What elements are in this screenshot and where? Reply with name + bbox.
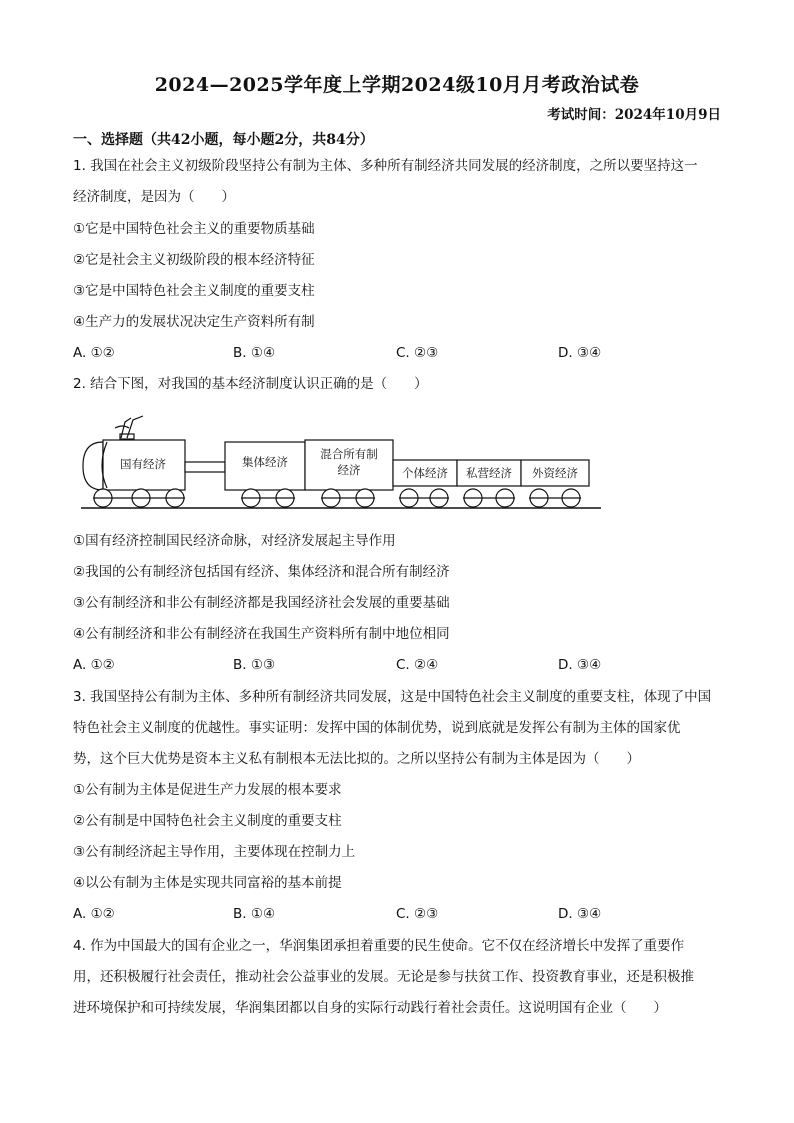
car-label-state: 国有经济 <box>120 457 166 471</box>
q3-stem-line-1: 3. 我国坚持公有制为主体、多种所有制经济共同发展，这是中国特色社会主义制度的重要支柱，体现了中国 <box>73 689 712 705</box>
q3-option-a[interactable]: A. ①② <box>73 906 115 922</box>
q2-statement-2: ②我国的公有制经济包括国有经济、集体经济和混合所有制经济 <box>73 564 450 580</box>
q2-statement-3: ③公有制经济和非公有制经济都是我国经济社会发展的重要基础 <box>73 595 450 611</box>
exam-title: 2024—2025学年度上学期2024级10月月考政治试卷 <box>154 74 640 96</box>
q3-statement-4: ④以公有制为主体是实现共同富裕的基本前提 <box>73 875 342 891</box>
q1-statement-3: ③它是中国特色社会主义制度的重要支柱 <box>73 283 315 299</box>
q4-stem-line-2: 用，还积极履行社会责任，推动社会公益事业的发展。无论是参与扶贫工作、投资教育事业，还是积极推 <box>73 969 694 985</box>
section-heading: 一、选择题（共42小题，每小题2分，共84分） <box>73 132 374 148</box>
q1-stem-line-1: 1. 我国在社会主义初级阶段坚持公有制为主体、多种所有制经济共同发展的经济制度，之所以要坚持这一 <box>73 158 698 174</box>
car-label-mixed-2: 经济 <box>337 463 361 477</box>
q1-option-a[interactable]: A. ①② <box>73 345 115 361</box>
q2-option-a[interactable]: A. ①② <box>73 657 115 673</box>
q2-stem-line-1: 2. 结合下图，对我国的基本经济制度认识正确的是（ ） <box>73 376 428 392</box>
q1-statement-4: ④生产力的发展状况决定生产资料所有制 <box>73 314 315 330</box>
q3-statement-2: ②公有制是中国特色社会主义制度的重要支柱 <box>73 813 342 829</box>
q2-statement-4: ④公有制经济和非公有制经济在我国生产资料所有制中地位相同 <box>73 626 450 642</box>
q2-statement-1: ①国有经济控制国民经济命脉，对经济发展起主导作用 <box>73 533 396 549</box>
train-coupler <box>185 462 225 472</box>
q1-stem-line-2: 经济制度，是因为（ ） <box>73 189 235 205</box>
exam-time: 考试时间：2024年10月9日 <box>547 107 721 123</box>
car-label-individual: 个体经济 <box>402 466 448 480</box>
q3-statement-1: ①公有制为主体是促进生产力发展的根本要求 <box>73 782 342 798</box>
q2-option-c[interactable]: C. ②④ <box>396 657 439 673</box>
q3-stem-line-3: 势，这个巨大优势是资本主义私有制根本无法比拟的。之所以坚持公有制为主体是因为（ ） <box>73 751 640 767</box>
q2-option-d[interactable]: D. ③④ <box>558 657 602 673</box>
economy-train-diagram <box>73 400 633 520</box>
q2-option-b[interactable]: B. ①③ <box>233 657 276 673</box>
q1-option-b[interactable]: B. ①④ <box>233 345 276 361</box>
q4-stem-line-3: 进环境保护和可持续发展，华润集团都以自身的实际行动践行着社会责任。这说明国有企业（ ） <box>73 1000 667 1016</box>
q1-statement-1: ①它是中国特色社会主义的重要物质基础 <box>73 221 315 237</box>
q3-stem-line-2: 特色社会主义制度的优越性。事实证明：发挥中国的体制优势，说到底就是发挥公有制为主体的国家优 <box>73 720 681 736</box>
q3-option-b[interactable]: B. ①④ <box>233 906 276 922</box>
q3-option-c[interactable]: C. ②③ <box>396 906 439 922</box>
q1-statement-2: ②它是社会主义初级阶段的根本经济特征 <box>73 252 315 268</box>
car-label-private: 私营经济 <box>466 466 512 480</box>
car-label-mixed-1: 混合所有制 <box>320 447 378 461</box>
train-antenna-icon <box>115 416 143 439</box>
q3-option-d[interactable]: D. ③④ <box>558 906 602 922</box>
q3-statement-3: ③公有制经济起主导作用，主要体现在控制力上 <box>73 844 356 860</box>
q1-option-c[interactable]: C. ②③ <box>396 345 439 361</box>
q4-stem-line-1: 4. 作为中国最大的国有企业之一，华润集团承担着重要的民生使命。它不仅在经济增长中发挥了重要作 <box>73 938 685 954</box>
q1-option-d[interactable]: D. ③④ <box>558 345 602 361</box>
train-wheels <box>93 489 581 507</box>
car-label-collective: 集体经济 <box>242 455 288 469</box>
car-label-foreign: 外资经济 <box>532 466 578 480</box>
